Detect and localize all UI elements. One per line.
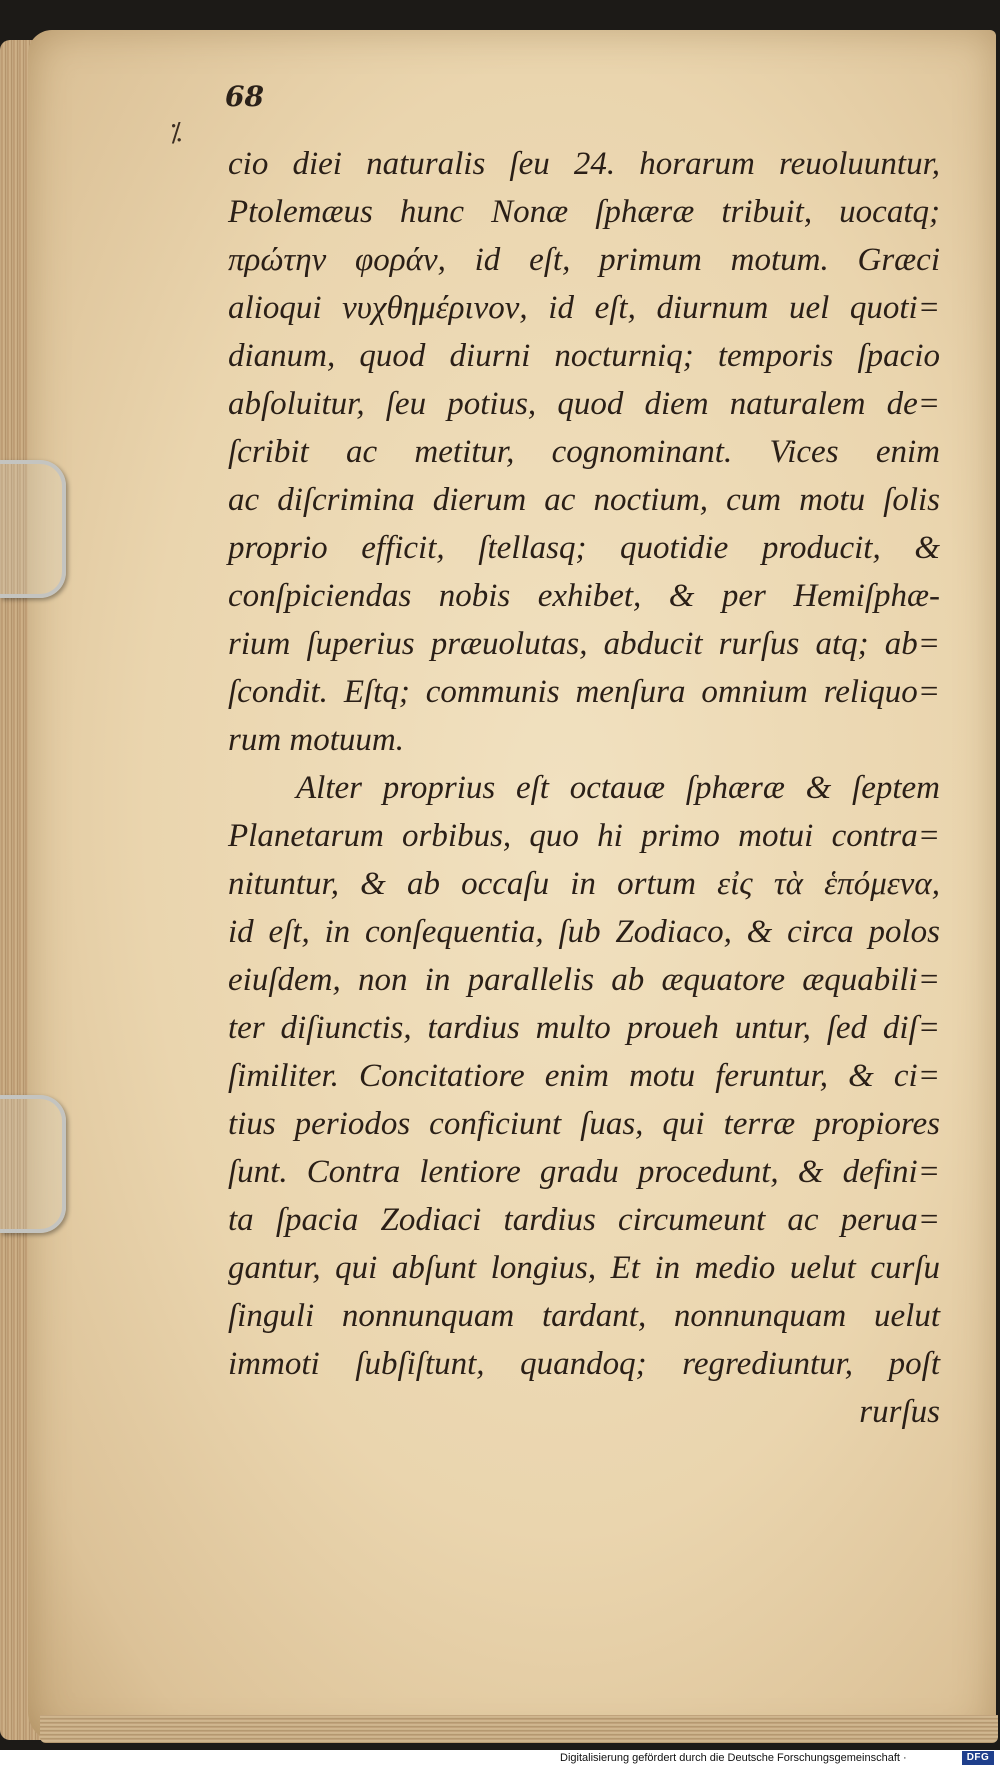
text-line: πρώτην φοράν, id eſt, primum motum. Græci (228, 242, 940, 278)
paper-clip-top (0, 460, 66, 598)
text-line: conſpiciendas nobis exhibet, & per Hemiſphæ- (228, 578, 940, 614)
catchword: rurſus (859, 1394, 940, 1430)
text-line: gantur, qui abſunt longius, Et in medio uelut curſu (228, 1250, 940, 1286)
text-line: ſcondit. Eſtq; communis menſura omnium reliquo= (228, 674, 940, 710)
text-line: Ptolemæus hunc Nonæ ſphæræ tribuit, uocatq; (228, 194, 940, 230)
page-text (228, 140, 940, 1436)
text-line: abſoluitur, ſeu potius, quod diem naturalem de= (228, 386, 940, 422)
text-line: id eſt, in conſequentia, ſub Zodiaco, & circa polos (228, 914, 940, 950)
text-line: ac diſcrimina dierum ac noctium, cum motu ſolis (228, 482, 940, 518)
dfg-logo: DFG (962, 1751, 994, 1765)
digitization-credit: Digitalisierung gefördert durch die Deutsche Forschungsgemeinschaft · (560, 1752, 907, 1764)
text-line: eiuſdem, non in parallelis ab æquatore æquabili= (228, 962, 940, 998)
text-line: cio diei naturalis ſeu 24. horarum reuoluuntur, (228, 146, 940, 182)
paper-clip-bottom (0, 1095, 66, 1233)
text-line: Planetarum orbibus, quo hi primo motui contra= (228, 818, 940, 854)
text-line: tius periodos conficiunt ſuas, qui terræ propiores (228, 1106, 940, 1142)
text-line: ſcribit ac metitur, cognominant. Vices enim (228, 434, 940, 470)
text-line: rium ſuperius præuolutas, abducit rurſus atq; ab= (228, 626, 940, 662)
text-line: alioqui νυχθημέρινον, id eſt, diurnum uel quoti= (228, 290, 940, 326)
text-line: ſimiliter. Concitatiore enim motu feruntur, & ci= (228, 1058, 940, 1094)
paragraph-end-line: rum motuum. (228, 722, 405, 758)
text-line: ſinguli nonnunquam tardant, nonnunquam uelut (228, 1298, 940, 1334)
text-line: proprio efficit, ſtellasq; quotidie producit, & (228, 530, 940, 566)
margin-mark: ⁒ (170, 118, 182, 148)
text-line: ſunt. Contra lentiore gradu procedunt, & defini= (228, 1154, 940, 1190)
text-line: ter diſiunctis, tardius multo proueh untur, ſed diſ= (228, 1010, 940, 1046)
paragraph-start-line: Alter proprius eſt octauæ ſphæræ & ſeptem (296, 770, 940, 806)
page-number: 68 (225, 80, 264, 113)
text-line: immoti ſubſiſtunt, quandoq; regrediuntur, poſt (228, 1346, 940, 1382)
text-line: dianum, quod diurni nocturniq; temporis ſpacio (228, 338, 940, 374)
text-line: ta ſpacia Zodiaci tardius circumeunt ac perua= (228, 1202, 940, 1238)
page-bottom-edge (40, 1715, 998, 1743)
text-line: nituntur, & ab occaſu in ortum εἰς τὰ ἑπόμενα, (228, 866, 940, 902)
